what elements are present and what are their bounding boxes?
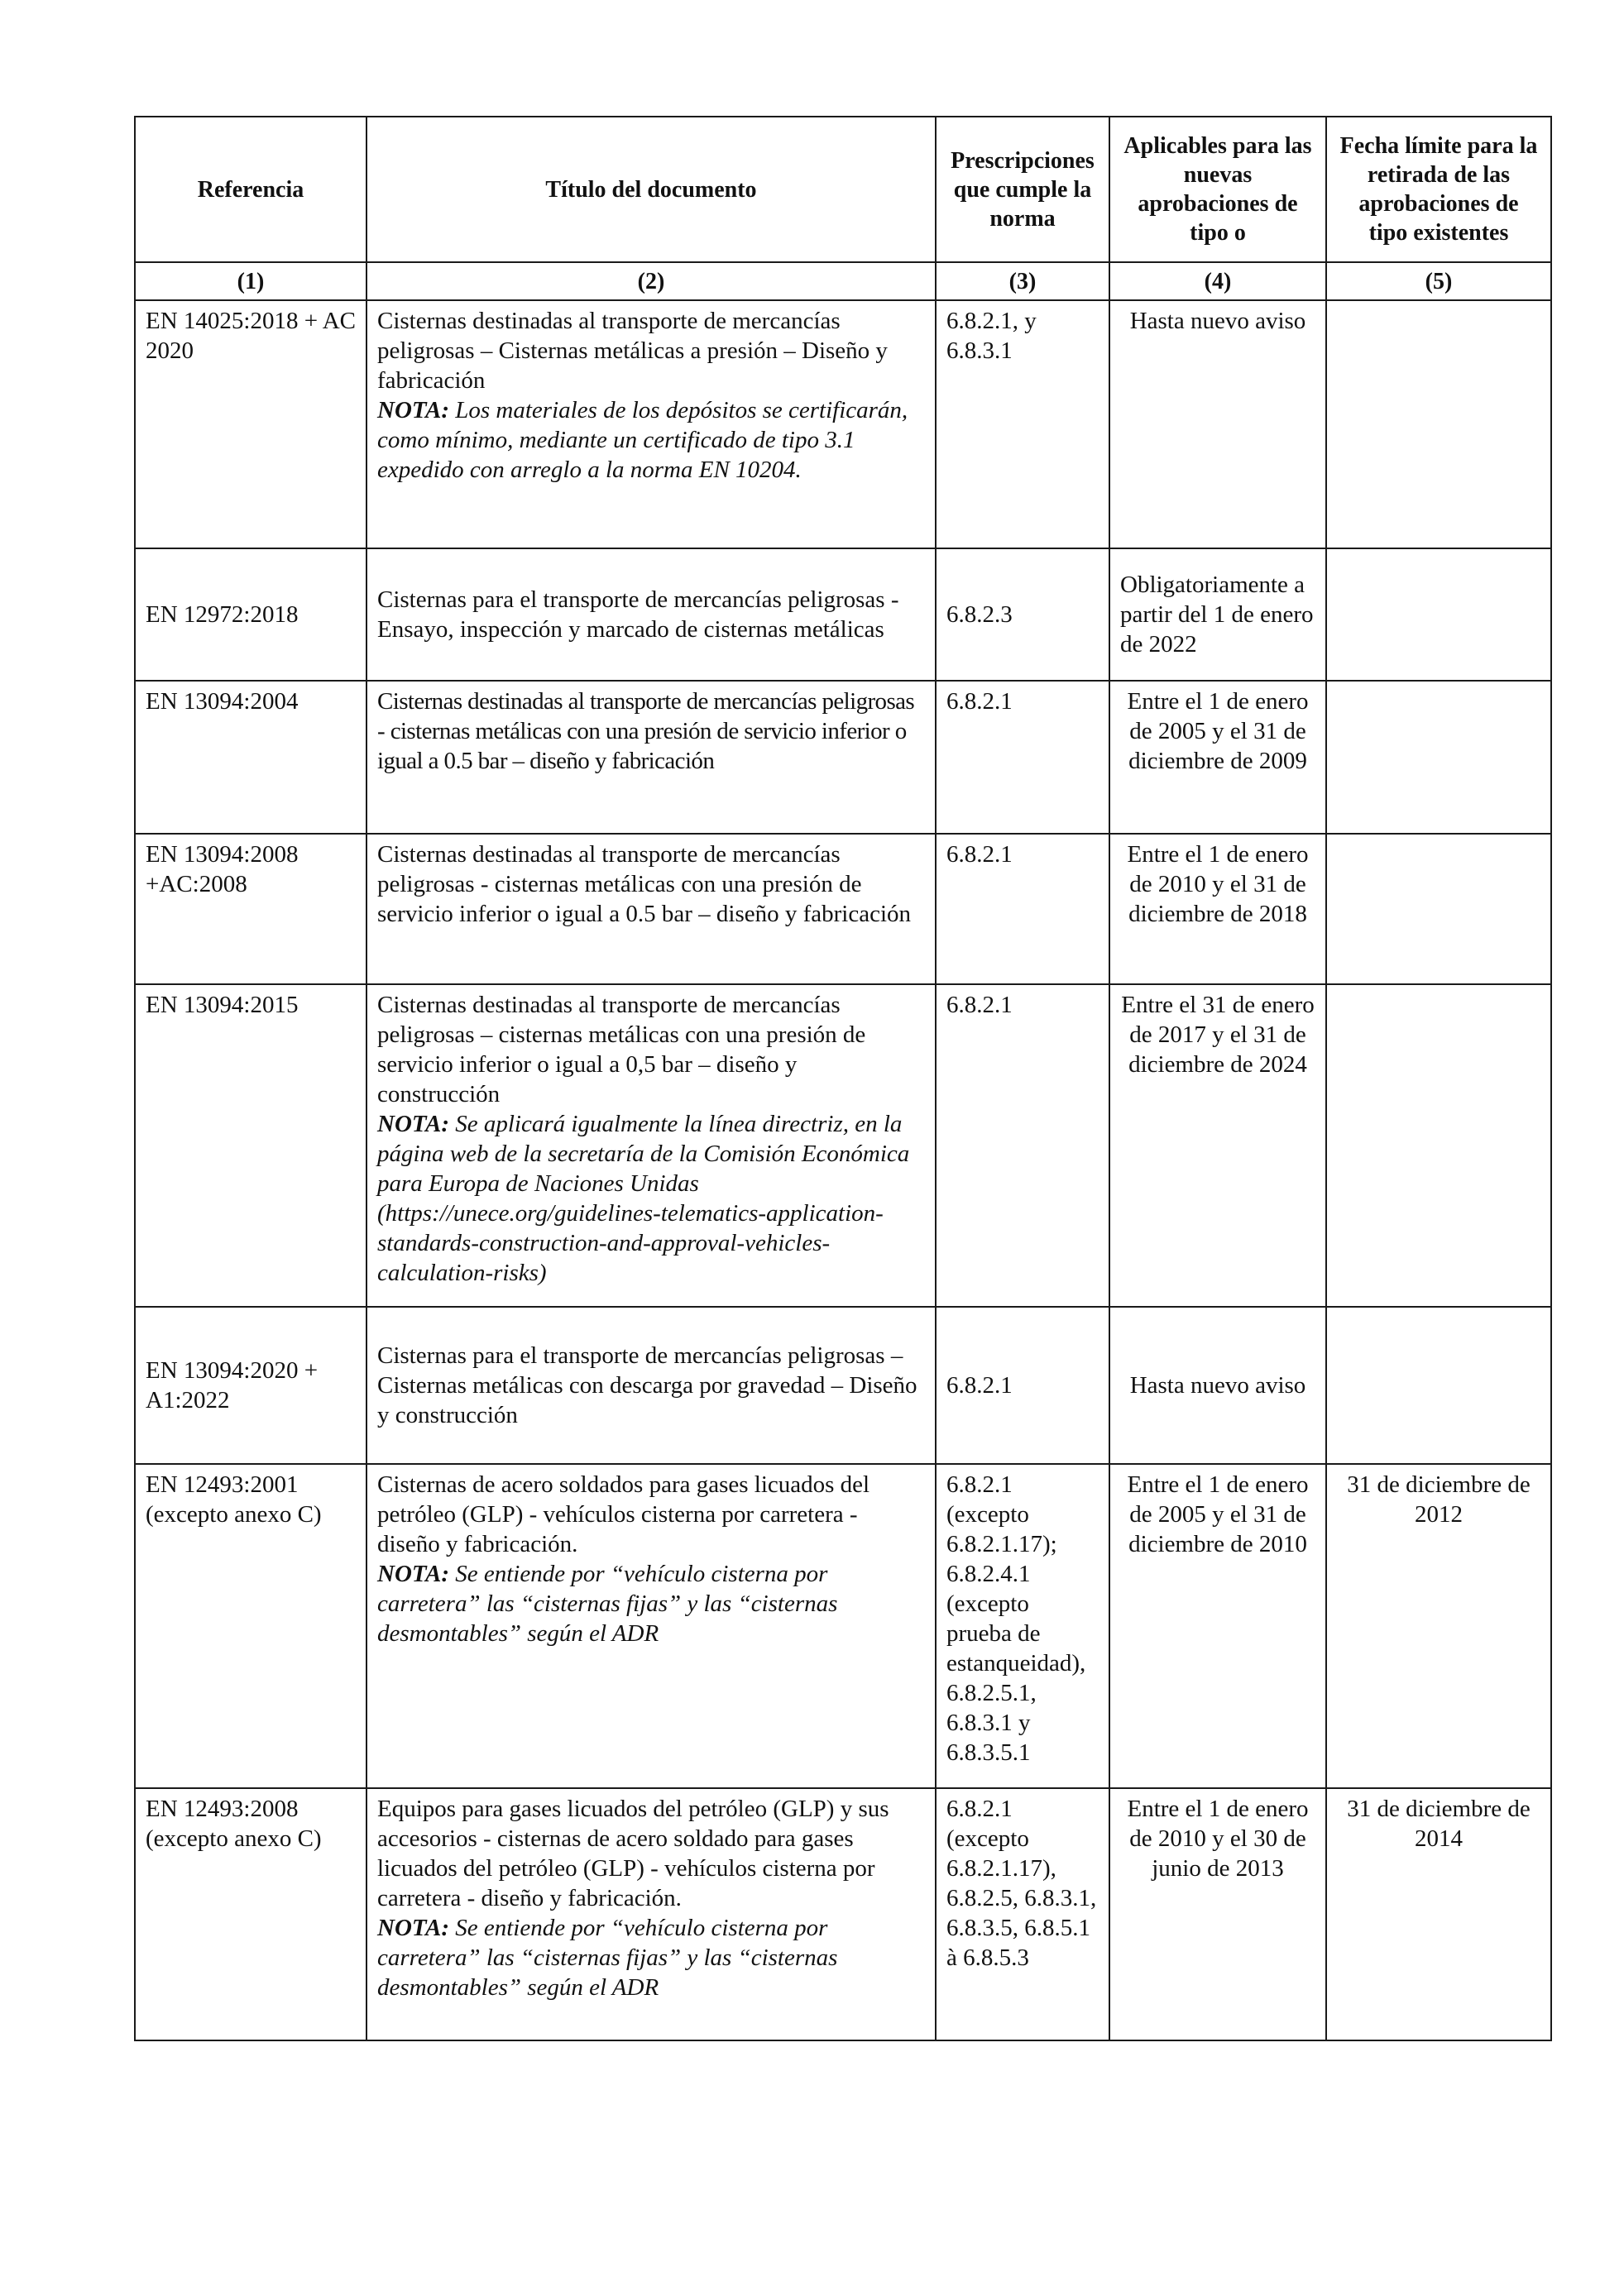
header-referencia: Referencia	[135, 117, 366, 262]
cell-titulo	[366, 681, 936, 834]
header-titulo: Título del documento	[366, 117, 936, 262]
cell-fecha-limite	[1326, 984, 1551, 1307]
cell-referencia: EN 13094:2020 + A1:2022	[135, 1307, 366, 1464]
reference-exception: (excepto anexo C)	[146, 1501, 322, 1528]
document-note	[377, 1559, 925, 1648]
cell-aplicables: Hasta nuevo aviso	[1109, 300, 1326, 548]
cell-fecha-limite	[1326, 834, 1551, 984]
cell-prescripciones: 6.8.2.1	[936, 681, 1109, 834]
column-number: (4)	[1109, 262, 1326, 300]
document-title: Cisternas destinadas al transporte de mercancías peligrosas - cisternas metálicas con una presión de servicio inferior o igual a 0.5 bar – diseño y fabricación	[377, 841, 912, 927]
note-text: Se entiende por “vehículo cisterna por carretera” las “cisternas fijas” y las “cisternas desmontables” según el ADR	[377, 1561, 838, 1647]
document-note	[377, 395, 925, 485]
column-number: (3)	[936, 262, 1109, 300]
header-fecha-limite: Fecha límite para la retirada de las aprobaciones de tipo existentes	[1326, 117, 1551, 262]
cell-fecha-limite	[1326, 681, 1551, 834]
note-label: NOTA:	[377, 1915, 449, 1941]
document-note	[377, 1109, 925, 1288]
table-row	[135, 984, 1551, 1307]
cell-aplicables: Entre el 1 de enero de 2010 y el 30 de junio de 2013	[1109, 1788, 1326, 2040]
table-row	[135, 1788, 1551, 2040]
document-title: Equipos para gases licuados del petróleo (GLP) y sus accesorios - cisternas de acero soldado para gases licuados del petróleo (GLP) - vehículos cisterna por carretera - diseño y fabricación.	[377, 1796, 889, 1911]
cell-aplicables: Entre el 1 de enero de 2005 y el 31 de diciembre de 2009	[1109, 681, 1326, 834]
document-title: Cisternas para el transporte de mercancías peligrosas – Cisternas metálicas con descarga por gravedad – Diseño y construcción	[377, 1342, 917, 1428]
table-row	[135, 1307, 1551, 1464]
cell-prescripciones: 6.8.2.1	[936, 1307, 1109, 1464]
cell-titulo	[366, 1464, 936, 1788]
header-prescripciones: Prescripciones que cumple la norma	[936, 117, 1109, 262]
cell-fecha-limite	[1326, 1307, 1551, 1464]
table-row	[135, 300, 1551, 548]
cell-aplicables: Entre el 31 de enero de 2017 y el 31 de diciembre de 2024	[1109, 984, 1326, 1307]
column-number: (5)	[1326, 262, 1551, 300]
cell-referencia: EN 13094:2015	[135, 984, 366, 1307]
document-title: Cisternas destinadas al transporte de mercancías peligrosas - cisternas metálicas con una presión de servicio inferior o igual a 0.5 bar – diseño y fabricación	[377, 688, 915, 774]
standards-table	[134, 116, 1552, 2041]
cell-prescripciones: 6.8.2.1 (excepto 6.8.2.1.17), 6.8.2.5, 6.8.3.1, 6.8.3.5, 6.8.5.1 à 6.8.5.3	[936, 1788, 1109, 2040]
cell-prescripciones: 6.8.2.1, y 6.8.3.1	[936, 300, 1109, 548]
cell-aplicables: Entre el 1 de enero de 2010 y el 31 de diciembre de 2018	[1109, 834, 1326, 984]
cell-referencia	[135, 1788, 366, 2040]
note-label: NOTA:	[377, 1111, 449, 1137]
header-aplicables: Aplicables para las nuevas aprobaciones de tipo o	[1109, 117, 1326, 262]
note-label: NOTA:	[377, 397, 449, 423]
cell-referencia: EN 13094:2008 +AC:2008	[135, 834, 366, 984]
document-note	[377, 1913, 925, 2002]
document-title: Cisternas destinadas al transporte de mercancías peligrosas – Cisternas metálicas a presión – Diseño y fabricación	[377, 308, 888, 394]
table-header-row	[135, 117, 1551, 262]
cell-prescripciones: 6.8.2.1 (excepto 6.8.2.1.17); 6.8.2.4.1 (excepto prueba de estanqueidad), 6.8.2.5.1, 6.8.3.1 y 6.8.3.5.1	[936, 1464, 1109, 1788]
cell-titulo	[366, 834, 936, 984]
cell-referencia: EN 14025:2018 + AC 2020	[135, 300, 366, 548]
column-number-row	[135, 262, 1551, 300]
cell-prescripciones: 6.8.2.1	[936, 834, 1109, 984]
reference-exception: (excepto anexo C)	[146, 1825, 322, 1852]
cell-referencia: EN 13094:2004	[135, 681, 366, 834]
cell-fecha-limite: 31 de diciembre de 2012	[1326, 1464, 1551, 1788]
cell-fecha-limite	[1326, 300, 1551, 548]
table-row	[135, 1464, 1551, 1788]
cell-prescripciones: 6.8.2.3	[936, 548, 1109, 681]
reference-code: EN 12493:2001	[146, 1471, 299, 1498]
cell-titulo	[366, 1307, 936, 1464]
column-number: (2)	[366, 262, 936, 300]
table-row	[135, 548, 1551, 681]
cell-titulo	[366, 300, 936, 548]
cell-fecha-limite	[1326, 548, 1551, 681]
column-number: (1)	[135, 262, 366, 300]
cell-titulo	[366, 1788, 936, 2040]
note-label: NOTA:	[377, 1561, 449, 1587]
cell-fecha-limite: 31 de diciembre de 2014	[1326, 1788, 1551, 2040]
cell-aplicables: Obligatoriamente a partir del 1 de enero de 2022	[1109, 548, 1326, 681]
document-title: Cisternas destinadas al transporte de mercancías peligrosas – cisternas metálicas con una presión de servicio inferior o igual a 0,5 bar – diseño y construcción	[377, 992, 866, 1107]
note-text: Se aplicará igualmente la línea directriz, en la página web de la secretaría de la Comisión Económica para Europa de Naciones Unidas (https://unece.org/guidelines-telematics-application-standards-construction-and-approval-vehicles-calculation-risks)	[377, 1111, 910, 1286]
table-row	[135, 681, 1551, 834]
note-text: Se entiende por “vehículo cisterna por carretera” las “cisternas fijas” y las “cisternas desmontables” según el ADR	[377, 1915, 838, 2001]
reference-code: EN 12493:2008	[146, 1796, 299, 1822]
note-text: Los materiales de los depósitos se certificarán, como mínimo, mediante un certificado de tipo 3.1 expedido con arreglo a la norma EN 10204.	[377, 397, 908, 483]
cell-prescripciones: 6.8.2.1	[936, 984, 1109, 1307]
cell-aplicables: Entre el 1 de enero de 2005 y el 31 de diciembre de 2010	[1109, 1464, 1326, 1788]
document-title: Cisternas de acero soldados para gases licuados del petróleo (GLP) - vehículos cisterna por carretera - diseño y fabricación.	[377, 1471, 870, 1557]
cell-referencia: EN 12972:2018	[135, 548, 366, 681]
cell-referencia	[135, 1464, 366, 1788]
cell-aplicables: Hasta nuevo aviso	[1109, 1307, 1326, 1464]
cell-titulo	[366, 984, 936, 1307]
table-row	[135, 834, 1551, 984]
document-title: Cisternas para el transporte de mercancías peligrosas - Ensayo, inspección y marcado de cisternas metálicas	[377, 586, 899, 643]
cell-titulo	[366, 548, 936, 681]
